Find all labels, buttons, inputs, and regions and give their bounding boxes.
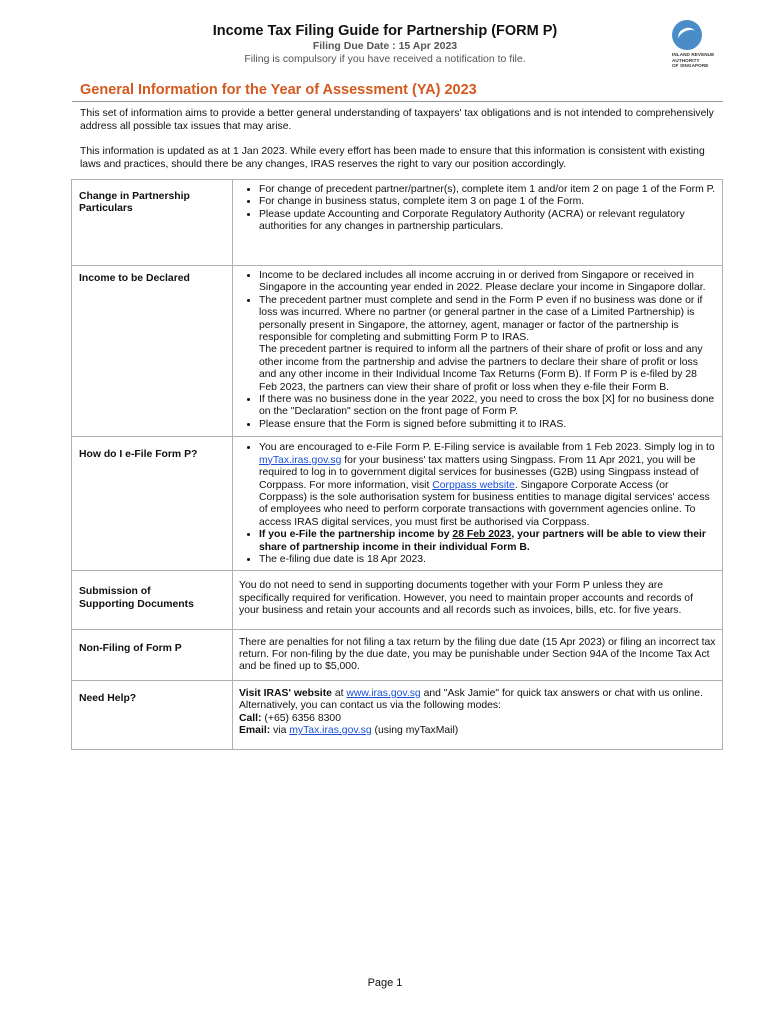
bullet-list [239,270,716,431]
section-title: General Information for the Year of Assessment (YA) 2023 [80,82,477,98]
table-row-efile [72,437,723,571]
row-label: Income to be Declared [72,266,233,437]
logo-line-3: OF SINGAPORE [672,63,709,68]
text-segment: Email: [239,725,271,736]
row-label: How do I e-File Form P? [72,437,233,571]
row-content [233,266,723,437]
text-segment: and "Ask Jamie" for quick tax answers or chat with us online. Alternatively, you can contact us via the following modes: [239,687,703,712]
logo-line-2: AUTHORITY [672,57,700,63]
phone-number: (+65) 6356 8300 [261,712,341,724]
text-segment: You are encouraged to e-File Form P. E-Filing service is available from 1 Feb 2023. Simply log in to [259,442,715,454]
filing-notice: Filing is compulsory if you have received a notification to file. [244,53,526,65]
info-table [71,179,723,750]
mytax-email-link[interactable]: myTax.iras.gov.sg [289,725,372,736]
row-content [233,437,723,571]
document-title: Income Tax Filing Guide for Partnership (FORM P) [212,23,558,39]
list-item: • For change of precedent partner/partner(s), complete item 1 and/or item 2 on page 1 of the Form P. [259,184,716,196]
list-item [259,442,716,529]
table-row-change [72,180,723,266]
text-segment: Visit IRAS' website [239,687,332,699]
table-row-submission [72,571,723,629]
row-label-line: Change in Partnership [79,191,190,202]
highlighted-date: 28 Feb 2023 [452,529,512,541]
row-label [72,571,233,629]
list-item: • The e-filing due date is 18 Apr 2023. [259,554,716,566]
list-item: • Please update Accounting and Corporate Regulatory Authority (ACRA) or relevant regulatory authorities for any changes in partnership particulars. [259,209,716,234]
table-row-help [72,680,723,749]
list-item: • For change in business status, complete item 3 on page 1 of the Form. [259,196,716,208]
page-number: Page 1 [367,977,403,989]
text-segment: at [331,687,347,699]
list-item: • Please ensure that the Form is signed before submitting it to IRAS. [259,419,716,431]
row-label: Non-Filing of Form P [72,629,233,680]
iras-website-link[interactable]: www.iras.gov.sg [346,687,421,699]
iras-logo-text [672,52,734,69]
help-email [239,725,716,737]
list-item-paragraph: The precedent partner is required to inform all the partners of their share of profit or loss and any other income from the partnership and advise the partners to declare their share of profit or loss and any other income in their Individual Income Tax Returns (Form B). If Form P is e-filed by 28 Feb 2023, the partners can view their share of profit or loss when they e-file their Form B. [259,344,703,393]
list-item: • If there was no business done in the year 2022, you need to cross the box [X] for no business done on the "Declaration" section on the front page of Form P. [259,394,716,419]
list-item [259,529,716,554]
table-row-income [72,266,723,437]
text-segment: for your business' tax matters using Singpass. From 11 Apr 2021, you will be required to log in to government digital services for businesses (G2B) using Singpass instead of Corppass. For more information, visit [259,454,699,491]
help-paragraph [239,688,716,713]
row-content: There are penalties for not filing a tax return by the filing due date (15 Apr 2023) or filing an incorrect tax return. For non-filing by the due date, you may be punishable under Section 94A of the Income Tax Act and be fined up to $5,000. [233,629,723,680]
text-segment: . Singapore Corporate Access (or Corppass) is the sole authorisation system for business entities to manage digital services' access of employees who need to perform corporate transactions with government agencies online. To access IRAS digital services, you must first be authorised via Corppass. [259,479,710,528]
row-content: You do not need to send in supporting documents together with your Form P unless they are specifically required for verification. However, you need to maintain proper accounts and records of your business and retain your accounts and all records such as invoices, bills, etc. for five years. [233,571,723,629]
document-header [0,22,770,66]
row-label-line: Submission of [79,586,151,598]
row-label-line: Particulars [79,203,133,215]
intro-text [80,108,720,184]
list-item [259,295,716,394]
iras-logo-icon [672,20,702,50]
filing-due-date: Filing Due Date : 15 Apr 2023 [312,40,458,52]
table-row-nonfiling [72,629,723,680]
text-segment: (using myTaxMail) [371,725,459,736]
row-content [233,680,723,749]
bullet-list [239,442,716,566]
iras-logo [672,20,734,69]
text-segment: Call: [239,712,262,724]
mytax-link[interactable]: myTax.iras.gov.sg [259,454,342,466]
row-label [72,180,233,266]
row-content [233,180,723,266]
bullet-list [239,184,716,234]
text-segment: , your partners will be able to view their share of partnership income in their individual Form B. [259,529,706,553]
text-segment: If you e-File the partnership income by [259,529,453,541]
row-label-line: Supporting Documents [79,598,194,610]
help-call [239,713,716,725]
intro-paragraph: This information is updated as at 1 Jan 2023. While every effort has been made to ensure that this information is consistent with existing laws and practices, should there be any changes, IRAS reserves the right to vary our position accordingly. [80,146,705,170]
row-label: Need Help? [72,680,233,749]
section-divider [72,101,723,102]
text-segment: via [270,725,290,736]
list-item: • Income to be declared includes all income accruing in or derived from Singapore or received in Singapore in the accounting year ended in 2022. Please declare your income in Singapore dollar. [259,270,716,295]
corppass-link[interactable]: Corppass website [432,479,515,491]
list-item-paragraph: • The precedent partner must complete and send in the Form P even if no business was done or if loss was incurred. Where no partner (or general partner in the case of a Limited Partnership) is personally present in Singapore, the attorney, agent, manager or factor of the partnership is responsible for completing and submitting Form P to IRAS. [259,294,703,344]
logo-line-1: INLAND REVENUE [672,52,715,57]
intro-paragraph: This set of information aims to provide a better general understanding of taxpayers' tax obligations and is not intended to comprehensively address all possible tax issues that may arise. [80,108,714,132]
